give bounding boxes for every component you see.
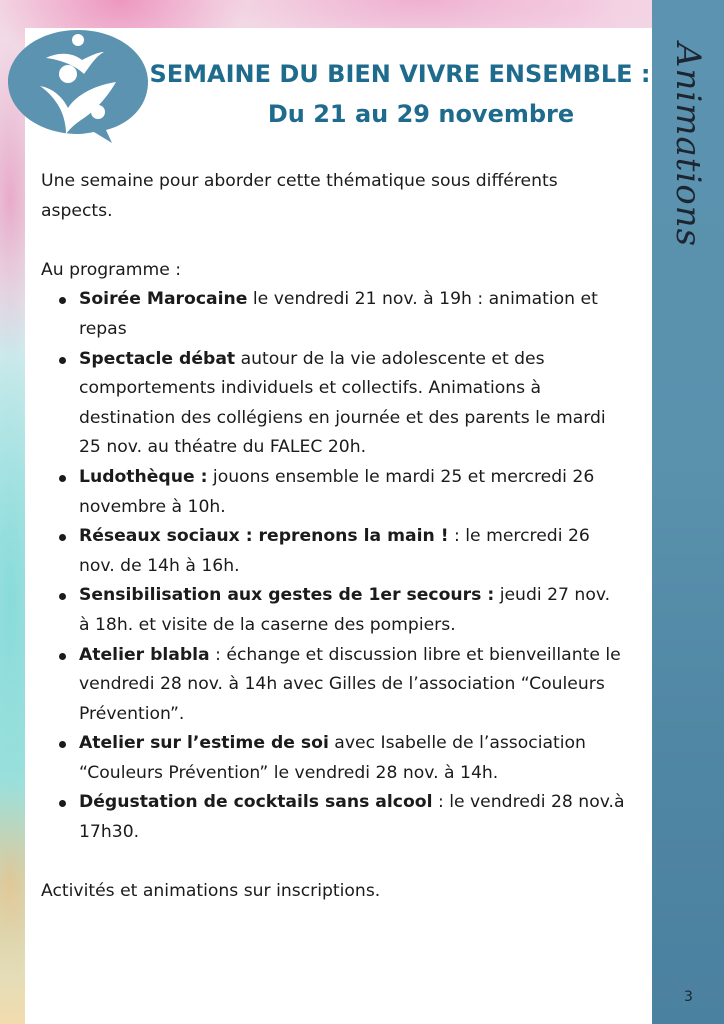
item-title: Dégustation de cocktails sans alcool (79, 792, 433, 813)
item-title: Réseaux sociaux : reprenons la main ! (79, 526, 449, 547)
item-details: : le vendredi 28 nov.à 17h30. (79, 792, 625, 843)
program-item (79, 522, 626, 581)
item-title: Sensibilisation aux gestes de 1er secours : (79, 585, 495, 606)
program-item (79, 285, 626, 344)
content-body (41, 167, 626, 907)
program-item (79, 581, 626, 640)
program-item (79, 729, 626, 788)
item-title: Spectacle débat (79, 348, 236, 369)
sidebar-title (668, 42, 708, 248)
item-details: jeudi 27 nov. à 18h. et visite de la caserne des pompiers. (79, 585, 611, 635)
item-title: Soirée Marocaine (79, 289, 248, 310)
program-item (79, 463, 626, 522)
sidebar-label: Animations (668, 42, 708, 248)
item-title: Atelier sur l’estime de soi (79, 733, 329, 754)
item-details: jouons ensemble le mardi 25 et mercredi 26 novembre à 10h. (79, 466, 595, 517)
item-details: avec Isabelle de l’association “Couleurs Prévention” le vendredi 28 nov. à 14h. (79, 733, 586, 783)
item-details: le vendredi 21 nov. à 19h : animation et repas (79, 289, 598, 339)
item-details: : échange et discussion libre et bienveillante le vendredi 28 nov. à 14h avec Gilles de l’association “Couleurs Prévention”. (79, 644, 621, 724)
page-number: 3 (684, 989, 693, 1005)
item-title: Ludothèque : (79, 466, 208, 487)
title-line-1: SEMAINE DU BIEN VIVRE ENSEMBLE : (149, 60, 651, 88)
page-title (140, 54, 652, 134)
item-details: autour de la vie adolescente et des comportements individuels et collectifs. Animations à destination des collégiens en journée et des parents le mardi 25 nov. au théatre du FALEC 20h. (79, 348, 606, 458)
program-list (41, 285, 626, 847)
intro-paragraph: Une semaine pour aborder cette thématique sous différents aspects. (41, 171, 558, 221)
item-details: : le mercredi 26 nov. de 14h à 16h. (79, 526, 590, 576)
people-speech-bubble-logo-icon (6, 26, 149, 144)
outro-paragraph: Activités et animations sur inscriptions. (41, 881, 381, 902)
program-label: Au programme : (41, 259, 182, 280)
program-item (79, 345, 626, 463)
program-item (79, 788, 626, 847)
program-item (79, 641, 626, 730)
title-line-2-dates: Du 21 au 29 novembre (267, 100, 575, 128)
item-title: Atelier blabla (79, 644, 210, 665)
